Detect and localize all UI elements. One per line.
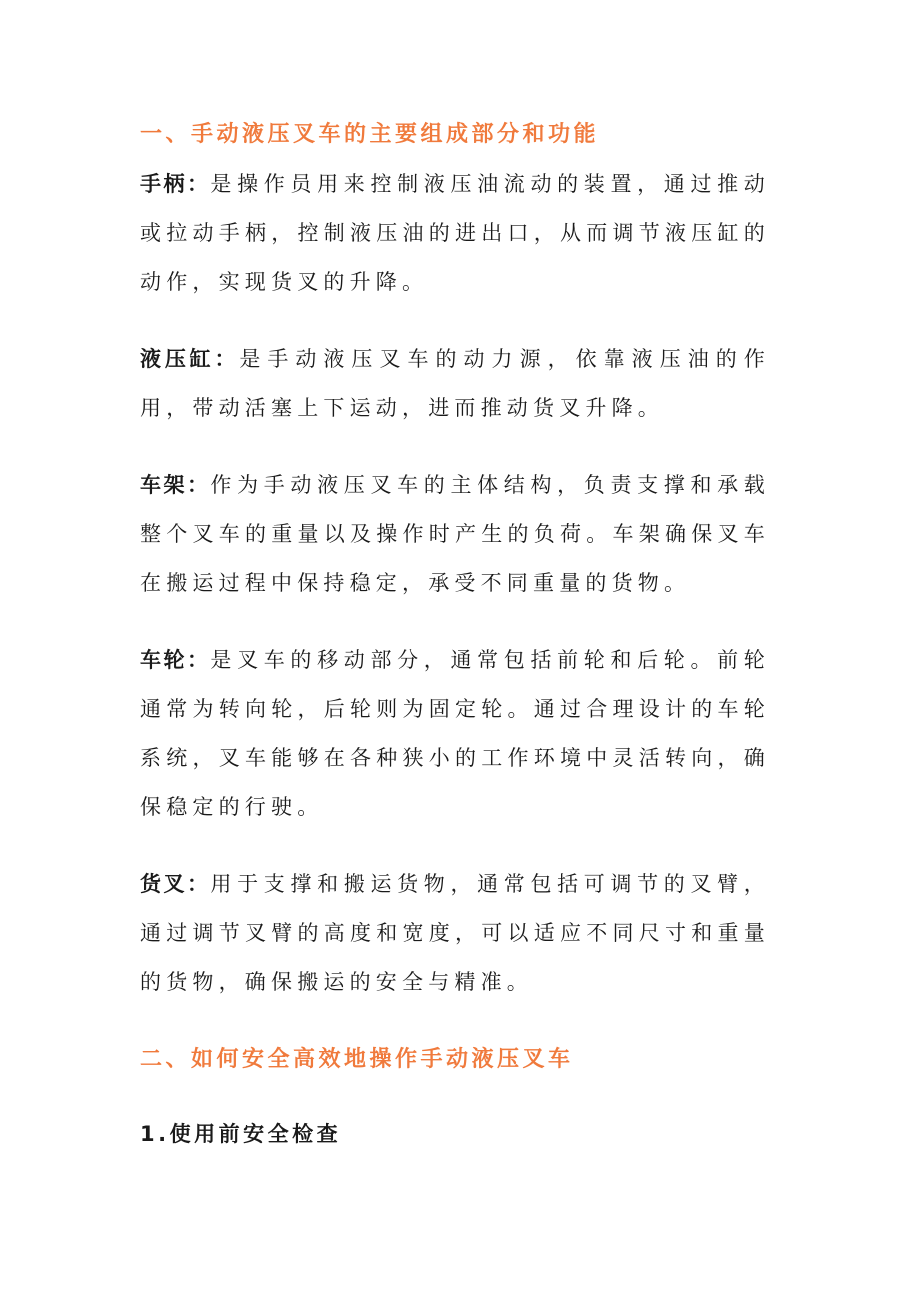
- text-hydraulic-cylinder: 是手动液压叉车的动力源，依靠液压油的作用，带动活塞上下运动，进而推动货叉升降。: [140, 347, 770, 420]
- paragraph-frame: [140, 461, 770, 608]
- text-frame: 作为手动液压叉车的主体结构，负责支撑和承载整个叉车的重量以及操作时产生的负荷。车架确保叉车在搬运过程中保持稳定，承受不同重量的货物。: [140, 473, 771, 595]
- term-hydraulic-cylinder: 液压缸：: [140, 347, 240, 371]
- term-frame: 车架：: [140, 473, 211, 497]
- paragraph-forks: [140, 860, 770, 1007]
- document-page: [140, 110, 770, 1159]
- term-wheels: 车轮：: [140, 648, 211, 672]
- section2-heading: 二、如何安全高效地操作手动液压叉车: [140, 1047, 574, 1072]
- text-forks: 用于支撑和搬运货物，通常包括可调节的叉臂，通过调节叉臂的高度和宽度，可以适应不同尺寸和重量的货物，确保搬运的安全与精准。: [140, 872, 771, 994]
- text-wheels: 是叉车的移动部分，通常包括前轮和后轮。前轮通常为转向轮，后轮则为固定轮。通过合理设计的车轮系统，叉车能够在各种狭小的工作环境中灵活转向，确保稳定的行驶。: [140, 648, 771, 819]
- term-forks: 货叉：: [140, 872, 211, 896]
- paragraph-wheels: [140, 636, 770, 832]
- paragraph-handle: [140, 160, 770, 307]
- text-handle: 是操作员用来控制液压油流动的装置，通过推动或拉动手柄，控制液压油的进出口，从而调节液压缸的动作，实现货叉的升降。: [140, 172, 771, 294]
- paragraph-hydraulic-cylinder: [140, 335, 770, 433]
- section2-subheading: 1.使用前安全检查: [140, 1122, 342, 1146]
- term-handle: 手柄：: [140, 172, 211, 196]
- section1-heading: 一、手动液压叉车的主要组成部分和功能: [140, 122, 600, 147]
